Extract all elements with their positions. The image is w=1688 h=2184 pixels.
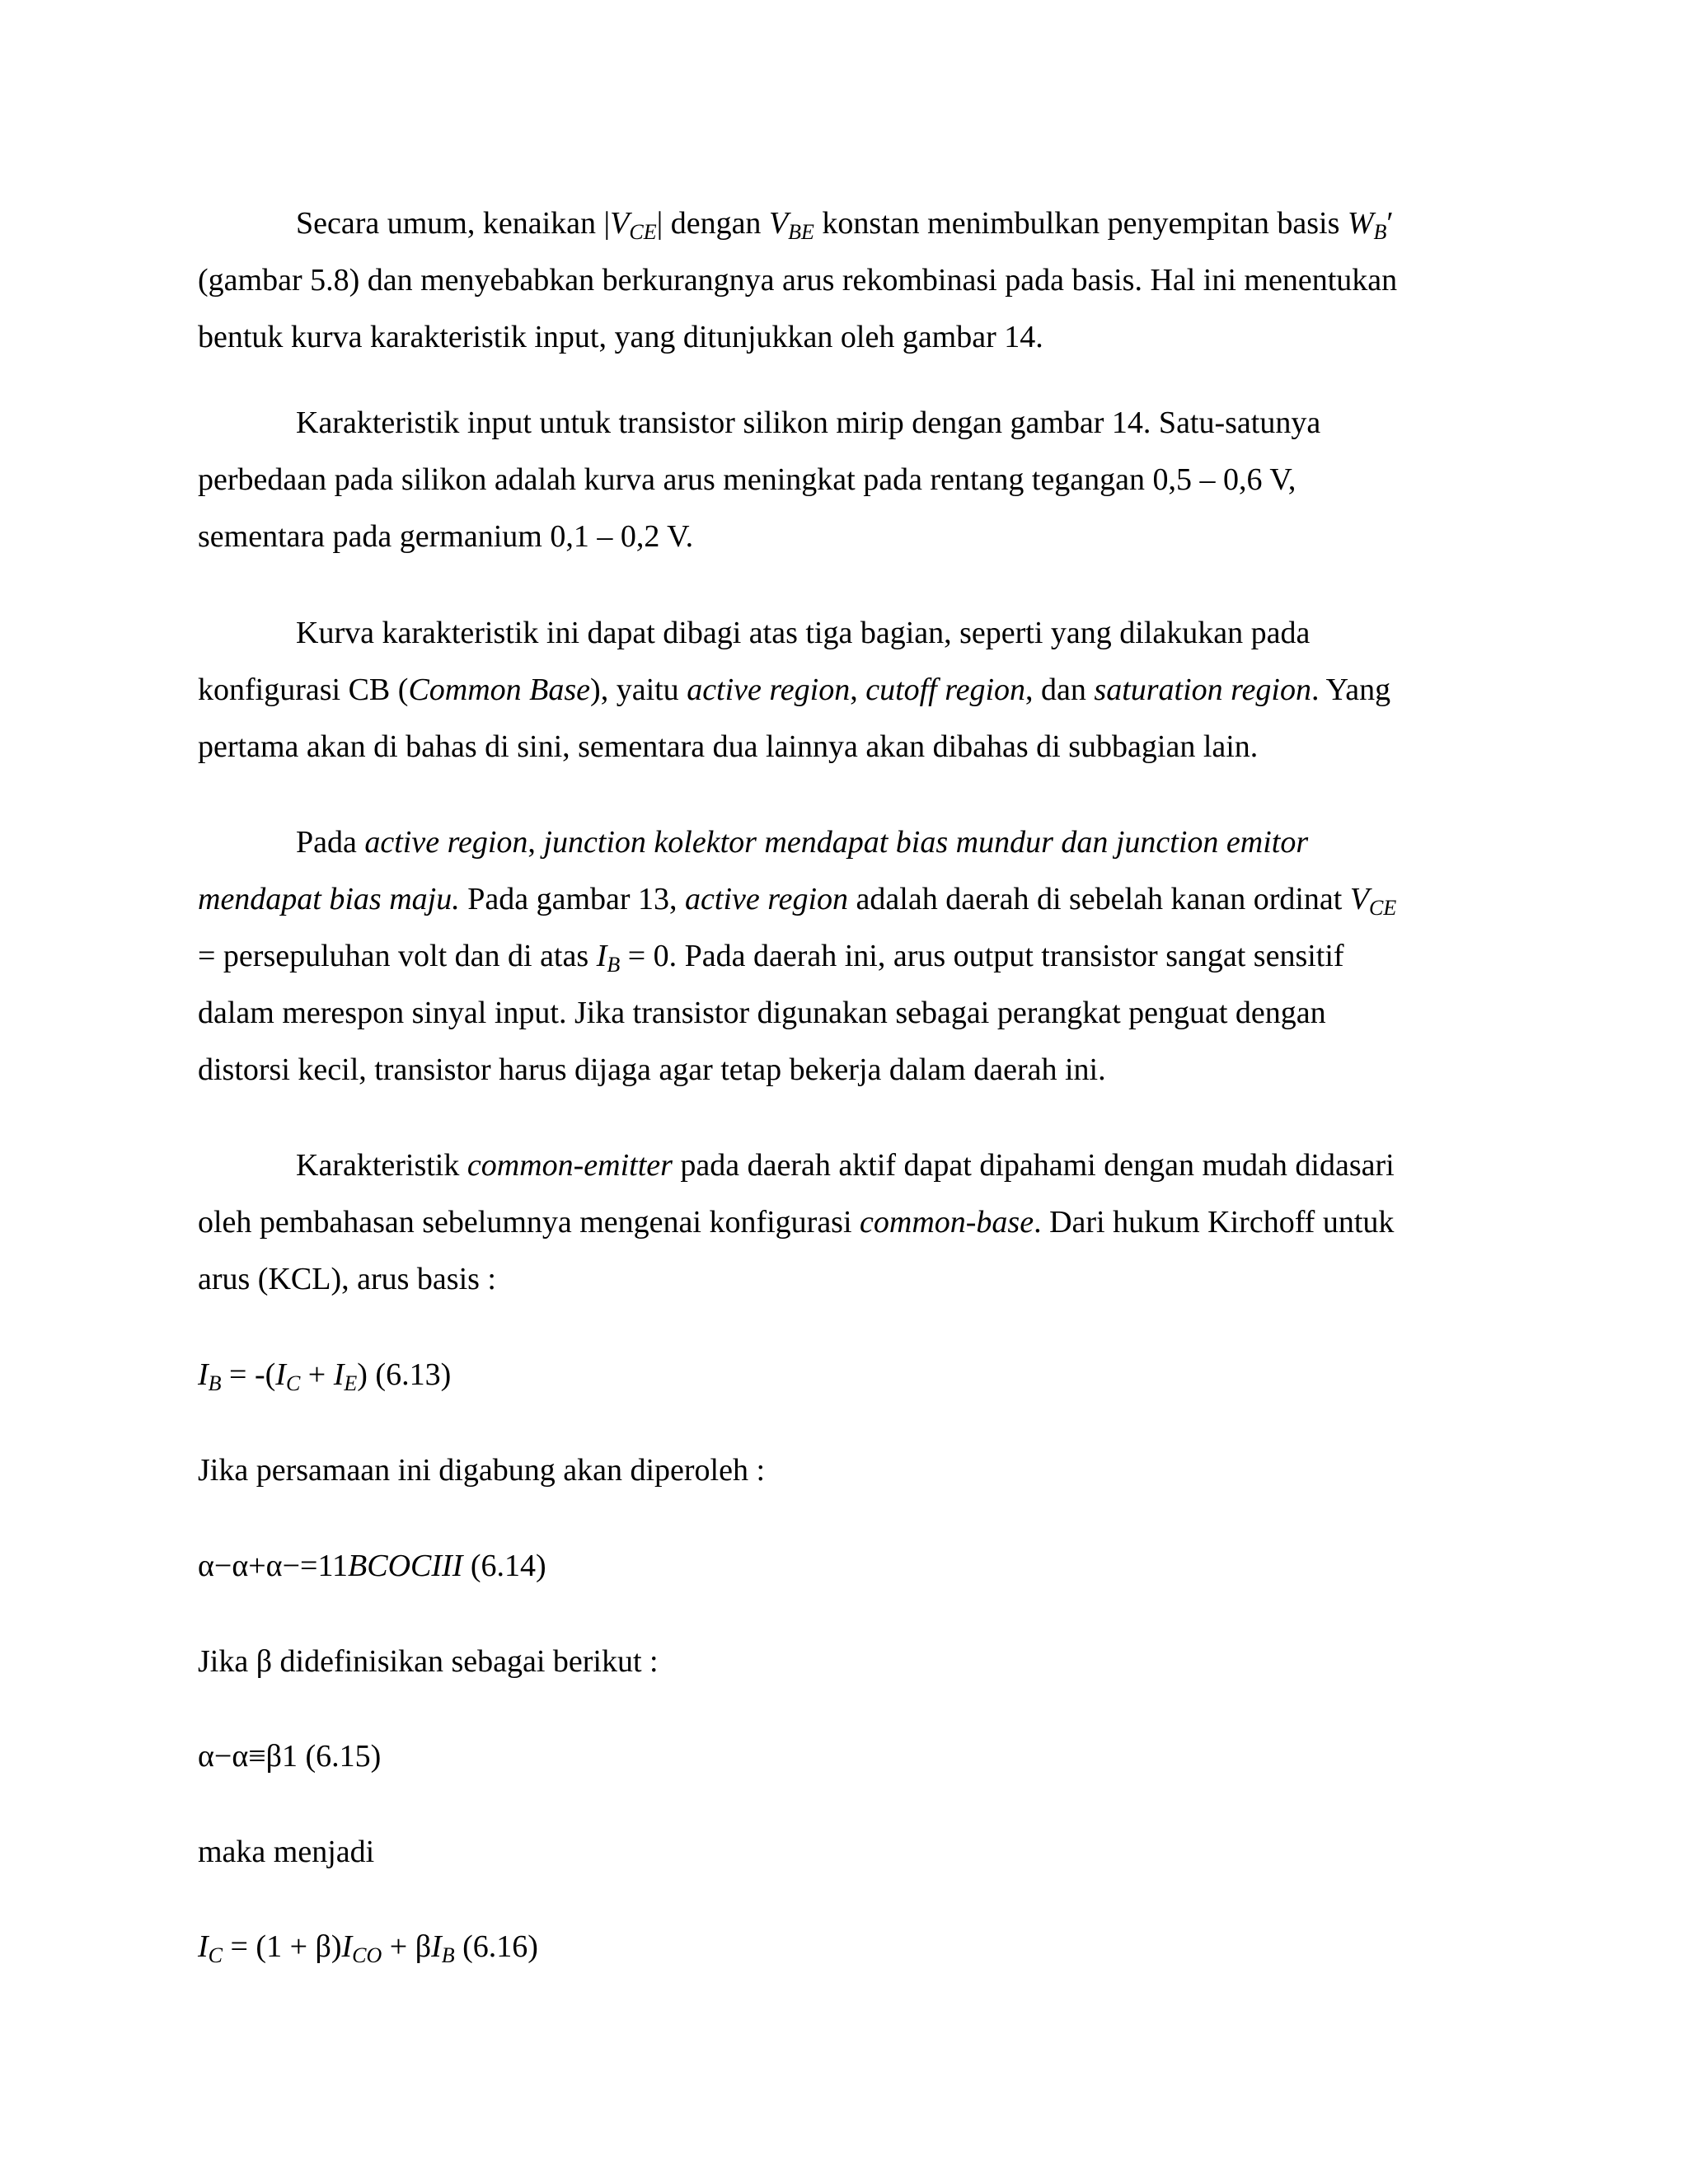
italic-text: V <box>610 206 630 241</box>
text-run: Secara umum, kenaikan | <box>296 206 611 241</box>
paragraph-silicon-input <box>198 395 1467 565</box>
text-line <box>198 1633 1467 1690</box>
text-run: , dan <box>1025 673 1095 707</box>
text-run: arus (KCL), arus basis : <box>198 1262 496 1296</box>
text-run: dalam merespon sinyal input. Jika transistor digunakan sebagai perangkat penguat dengan <box>198 996 1326 1030</box>
text-run: (gambar 5.8) dan menyebabkan berkurangnya arus rekombinasi pada basis. Hal ini menentukan <box>198 263 1398 298</box>
text-run: + <box>300 1357 334 1392</box>
subscript <box>352 1943 382 1967</box>
subscript <box>788 220 814 244</box>
equation-6-15 <box>198 1728 1467 1785</box>
text-run: (6.14) <box>462 1549 546 1583</box>
text-run: oleh pembahasan sebelumnya mengenai konfigurasi <box>198 1205 860 1240</box>
paragraph-then <box>198 1824 1467 1881</box>
subscript-text: B <box>1373 220 1387 244</box>
equation-6-16 <box>198 1919 1467 1975</box>
italic-text: I <box>596 939 607 973</box>
italic-text: I <box>431 1929 442 1964</box>
text-run: pada daerah aktif dapat dipahami dengan mudah didasari <box>672 1148 1395 1183</box>
italic-text: mendapat bias maju. <box>198 882 460 916</box>
text-run: ) (6.13) <box>357 1357 452 1392</box>
subscript <box>1369 896 1396 920</box>
subscript <box>607 953 620 977</box>
equation-6-13 <box>198 1347 1467 1404</box>
text-run: Pada <box>296 825 365 860</box>
text-run: α−α≡β1 (6.15) <box>198 1739 382 1774</box>
text-line <box>198 1194 1467 1251</box>
text-line <box>198 1919 1467 1975</box>
italic-text: I <box>341 1929 353 1964</box>
text-line <box>198 814 1467 871</box>
text-run: sementara pada germanium 0,1 – 0,2 V. <box>198 519 694 554</box>
paragraph-common-emitter <box>198 1137 1467 1308</box>
text-run: Karakteristik <box>296 1148 467 1183</box>
italic-text: I <box>275 1357 286 1392</box>
text-line <box>198 452 1467 509</box>
subscript-text: B <box>208 1371 222 1395</box>
subscript-text: B <box>441 1943 455 1967</box>
text-line <box>198 1824 1467 1881</box>
paragraph-curve-regions <box>198 605 1467 776</box>
text-run: ), yaitu <box>590 673 687 707</box>
text-line <box>198 871 1467 928</box>
text-run: + β <box>382 1929 432 1964</box>
text-run: Kurva karakteristik ini dapat dibagi atas tiga bagian, seperti yang dilakukan pada <box>296 616 1311 650</box>
subscript-text: B <box>607 953 621 977</box>
text-run: = -( <box>221 1357 276 1392</box>
subscript-text: C <box>208 1943 223 1967</box>
text-line <box>198 195 1467 252</box>
text-line <box>198 1347 1467 1404</box>
text-run: α−α+α−=11 <box>198 1549 349 1583</box>
text-line <box>198 1137 1467 1194</box>
subscript <box>629 220 656 244</box>
text-run: Jika persamaan ini digabung akan diperoleh : <box>198 1453 766 1488</box>
text-run: konstan menimbulkan penyempitan basis <box>814 206 1348 241</box>
italic-text: I <box>198 1929 209 1964</box>
text-run: | dengan <box>656 206 769 241</box>
text-run: distorsi kecil, transistor harus dijaga agar tetap bekerja dalam daerah ini. <box>198 1052 1106 1087</box>
subscript <box>209 1371 222 1395</box>
subscript-text: CO <box>352 1943 382 1967</box>
italic-text: common-base <box>860 1205 1034 1240</box>
text-run: = (1 + β) <box>223 1929 342 1964</box>
text-run: (6.16) <box>454 1929 538 1964</box>
text-line <box>198 719 1467 776</box>
text-run: perbedaan pada silikon adalah kurva arus meningkat pada rentang tegangan 0,5 – 0,6 V, <box>198 462 1296 497</box>
subscript <box>442 1943 455 1967</box>
italic-text: cutoff region <box>865 673 1026 707</box>
subscript <box>1374 220 1387 244</box>
text-run: konfigurasi CB ( <box>198 673 409 707</box>
italic-text: W <box>1347 206 1374 241</box>
text-line <box>198 662 1467 719</box>
italic-text: Common Base <box>408 673 591 707</box>
paragraph-beta-definition <box>198 1633 1467 1690</box>
text-run: Karakteristik input untuk transistor silikon mirip dengan gambar 14. Satu-satunya <box>296 405 1321 440</box>
subscript <box>209 1943 223 1967</box>
text-line <box>198 509 1467 565</box>
italic-text: V <box>1349 882 1370 916</box>
italic-text: I <box>333 1357 345 1392</box>
subscript-text: BE <box>788 220 814 244</box>
text-line <box>198 1251 1467 1308</box>
italic-text: common-emitter <box>467 1148 673 1183</box>
italic-text: V <box>768 206 789 241</box>
text-line <box>198 605 1467 662</box>
paragraph-vce-narrowing <box>198 195 1467 366</box>
italic-text: active region <box>687 673 851 707</box>
text-run: , <box>850 673 866 707</box>
subscript <box>286 1371 300 1395</box>
text-line <box>198 1728 1467 1785</box>
italic-text: BCOCIII <box>348 1549 463 1583</box>
text-run: . Dari hukum Kirchoff untuk <box>1034 1205 1395 1240</box>
subscript-text: E <box>344 1371 358 1395</box>
text-run: , <box>528 825 544 860</box>
italic-text: junction kolektor mendapat bias mundur dan junction emitor <box>543 825 1309 860</box>
equation-6-14 <box>198 1538 1467 1595</box>
text-run: = persepuluhan volt dan di atas <box>198 939 597 973</box>
subscript-text: C <box>285 1371 301 1395</box>
italic-text: active region <box>685 882 849 916</box>
text-run: maka menjadi <box>198 1835 375 1869</box>
text-run: ′ <box>1386 206 1394 241</box>
subscript-text: CE <box>1369 896 1397 920</box>
text-run: = 0. Pada daerah ini, arus output transistor sangat sensitif <box>620 939 1344 973</box>
subscript-text: CE <box>629 220 657 244</box>
text-line <box>198 1538 1467 1595</box>
italic-text: active region <box>364 825 528 860</box>
text-line <box>198 928 1467 985</box>
text-run: . Yang <box>1311 673 1391 707</box>
italic-text: I <box>198 1357 209 1392</box>
text-run: pertama akan di bahas di sini, sementara dua lainnya akan dibahas di subbagian lain. <box>198 729 1259 764</box>
text-run: bentuk kurva karakteristik input, yang ditunjukkan oleh gambar 14. <box>198 320 1043 354</box>
text-line <box>198 395 1467 452</box>
text-run: adalah daerah di sebelah kanan ordinat <box>848 882 1350 916</box>
text-line <box>198 985 1467 1042</box>
paragraph-active-region <box>198 814 1467 1099</box>
paragraph-combine <box>198 1442 1467 1499</box>
italic-text: saturation region <box>1094 673 1311 707</box>
text-line <box>198 1042 1467 1099</box>
text-line <box>198 252 1467 309</box>
text-run: Pada gambar 13, <box>459 882 686 916</box>
text-line <box>198 309 1467 366</box>
text-line <box>198 1442 1467 1499</box>
subscript <box>344 1371 357 1395</box>
text-run: Jika β didefinisikan sebagai berikut : <box>198 1644 659 1679</box>
